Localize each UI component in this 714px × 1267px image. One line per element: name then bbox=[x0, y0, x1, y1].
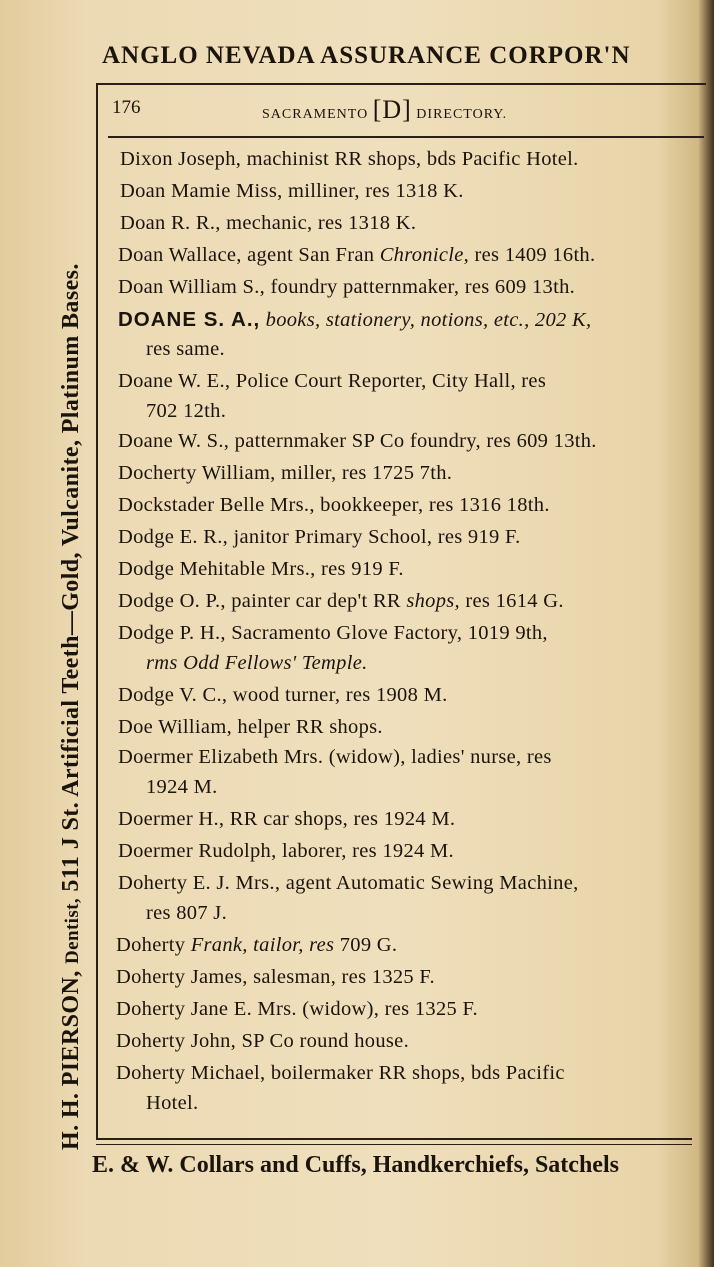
entry-text: Doherty Michael, boilermaker RR shops, bds Pacific bbox=[116, 1062, 565, 1084]
entry-ital: Chronicle, bbox=[379, 244, 470, 266]
left-rule bbox=[96, 84, 98, 1139]
entry-text: Doherty James, salesman, res 1325 F. bbox=[116, 966, 435, 988]
entry-text: Dodge P. H., Sacramento Glove Factory, 1019 9th, bbox=[118, 622, 548, 644]
entry-text: Dodge Mehitable Mrs., res 919 F. bbox=[118, 558, 404, 580]
directory-entry bbox=[118, 276, 575, 299]
directory-entry bbox=[146, 652, 368, 675]
running-right: DIRECTORY. bbox=[416, 107, 508, 122]
directory-entry bbox=[118, 808, 455, 831]
running-head bbox=[112, 95, 702, 125]
entry-text: 702 12th. bbox=[146, 400, 227, 422]
entry-text: Doan R. R., mechanic, res 1318 K. bbox=[120, 212, 417, 234]
entry-text: res 807 J. bbox=[146, 902, 228, 924]
directory-entry bbox=[120, 180, 464, 203]
bottom-rule bbox=[96, 1138, 692, 1140]
directory-entry bbox=[118, 684, 448, 707]
side-ad-rest: 511 J St. Artificial Teeth—Gold, Vulcanite, Platinum Bases. bbox=[58, 263, 84, 892]
page-number: 176 bbox=[112, 97, 141, 118]
entry-text: Docherty William, miller, res 1725 7th. bbox=[118, 462, 453, 484]
directory-entry bbox=[116, 1030, 409, 1053]
running-left: SACRAMENTO bbox=[262, 107, 369, 122]
entry-text: Dodge E. R., janitor Primary School, res 919 F. bbox=[118, 526, 521, 548]
directory-entry bbox=[146, 400, 226, 423]
entry-pre: Dodge O. P., painter car dep't RR bbox=[118, 590, 407, 612]
entry-text: 1924 M. bbox=[146, 776, 218, 798]
entry-text: Doermer H., RR car shops, res 1924 M. bbox=[118, 808, 456, 830]
directory-entry bbox=[118, 370, 546, 393]
directory-entry bbox=[116, 998, 478, 1021]
directory-entry bbox=[120, 148, 579, 171]
entry-text: Doane W. E., Police Court Reporter, City Hall, res bbox=[118, 370, 547, 392]
directory-entry bbox=[116, 934, 397, 957]
entry-pre: Doan Wallace, agent San Fran bbox=[118, 244, 380, 266]
entry-text: Doan William S., foundry patternmaker, res 609 13th. bbox=[118, 276, 576, 298]
directory-entry bbox=[118, 308, 591, 332]
entry-text: Dockstader Belle Mrs., bookkeeper, res 1316 18th. bbox=[118, 494, 550, 516]
entry-ital: shops, bbox=[406, 590, 460, 612]
entry-post: res 1614 G. bbox=[459, 590, 564, 612]
entry-post: 709 G. bbox=[334, 934, 398, 956]
directory-entry bbox=[118, 430, 597, 453]
side-ad-dentist: Dentist, bbox=[62, 897, 83, 964]
footer-advertisement: E. & W. Collars and Cuffs, Handkerchiefs, Satchels bbox=[92, 1152, 619, 1178]
directory-entry bbox=[118, 558, 404, 581]
entry-text: Doherty John, SP Co round house. bbox=[116, 1030, 409, 1052]
directory-entry bbox=[146, 338, 225, 361]
directory-entry bbox=[118, 746, 552, 769]
directory-entry bbox=[118, 840, 454, 863]
directory-entry bbox=[146, 1092, 198, 1115]
directory-entry bbox=[118, 872, 579, 895]
side-ad-name: H. H. PIERSON, bbox=[58, 970, 84, 1150]
directory-entry bbox=[116, 966, 435, 989]
entry-text: Doermer Elizabeth Mrs. (widow), ladies' nurse, res bbox=[118, 746, 552, 768]
entry-text: Doan Mamie Miss, milliner, res 1318 K. bbox=[120, 180, 464, 202]
directory-entry bbox=[116, 1062, 565, 1085]
top-advertisement: ANGLO NEVADA ASSURANCE CORPOR'N bbox=[102, 42, 631, 69]
entry-text: Dixon Joseph, machinist RR shops, bds Pacific Hotel. bbox=[120, 148, 579, 170]
directory-entry bbox=[120, 212, 416, 235]
entry-text: Doane W. S., patternmaker SP Co foundry, res 609 13th. bbox=[118, 430, 597, 452]
running-head-rule bbox=[108, 136, 704, 138]
directory-entry bbox=[118, 590, 564, 613]
entry-ital: books, stationery, notions, etc., 202 K, bbox=[260, 309, 592, 331]
entry-pre: Doherty bbox=[116, 934, 191, 956]
running-letter: [D] bbox=[372, 95, 412, 124]
entry-text: res same. bbox=[146, 338, 225, 360]
entry-bold: DOANE S. A., bbox=[118, 308, 261, 331]
entry-text: Doherty Jane E. Mrs. (widow), res 1325 F. bbox=[116, 998, 478, 1020]
page-edge-shadow bbox=[698, 0, 714, 1267]
entry-ital: rms Odd Fellows' Temple. bbox=[146, 652, 368, 674]
entry-text: Doe William, helper RR shops. bbox=[118, 716, 383, 738]
entry-text: Doermer Rudolph, laborer, res 1924 M. bbox=[118, 840, 454, 862]
running-title bbox=[262, 95, 507, 125]
directory-entry bbox=[118, 244, 595, 267]
directory-entry bbox=[118, 716, 383, 739]
directory-entry bbox=[118, 622, 548, 645]
entry-ital: Frank, tailor, res bbox=[190, 934, 335, 956]
directory-entry bbox=[118, 494, 550, 517]
directory-entry bbox=[146, 776, 218, 799]
directory-entry bbox=[118, 526, 521, 549]
entry-text: Doherty E. J. Mrs., agent Automatic Sewing Machine, bbox=[118, 872, 579, 894]
top-rule bbox=[96, 83, 706, 85]
side-advertisement bbox=[58, 65, 85, 1150]
directory-entry bbox=[146, 902, 227, 925]
entry-text: Dodge V. C., wood turner, res 1908 M. bbox=[118, 684, 448, 706]
entry-post: res 1409 16th. bbox=[469, 244, 596, 266]
directory-entry bbox=[118, 462, 452, 485]
entry-text: Hotel. bbox=[146, 1092, 199, 1114]
bottom-rule-thin bbox=[96, 1144, 692, 1145]
